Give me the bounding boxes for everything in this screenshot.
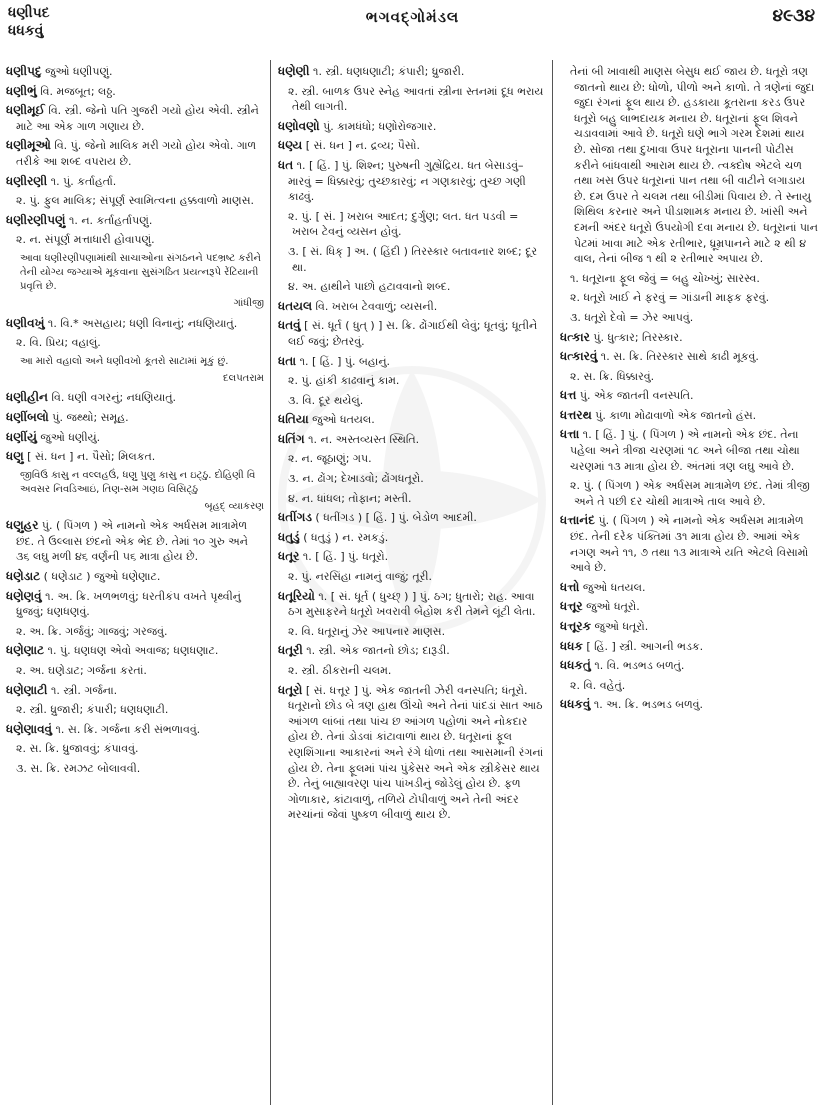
- definition-text: ૨. ધતૂરો ખાઈ ને ફરવું = ગાંડાની માફક ફરવું.: [570, 291, 770, 305]
- guide-word-first: ધણીપદ: [8, 5, 50, 21]
- headword: ધધકવું: [560, 697, 591, 712]
- dictionary-entry: [560, 427, 818, 474]
- definition-text: ૩. સ. ક્રિ. રમઝટ બોલાવવી.: [16, 762, 141, 775]
- definition-text: ૧. [ હિં. ] પું. ધતૂરો.: [299, 550, 389, 564]
- headword: ધતુડું: [278, 529, 300, 544]
- dictionary-entry: [6, 518, 264, 565]
- definition-text: પું. એક જાતની વનસ્પતિ.: [576, 389, 694, 403]
- definition-text: ૩. [ સં. ધિક્ ] અ. ( હિંદી ) તિરસ્કાર બતાવનાર શબ્દ; દૂર થા.: [288, 244, 538, 274]
- definition-text: જુઓ ધતૂરો.: [591, 620, 649, 633]
- definition-text: [ સં. ધૂર્ત ( ધુત્ ) ] સ. ક્રિ. ઢોંગાઈથી લેવું; ધૂતવું; ધૂતીને લઈ જવું; છેતરવું.: [288, 319, 538, 348]
- dictionary-entry: [6, 103, 264, 134]
- definition-text: જુઓ ધણીયું.: [36, 430, 101, 444]
- definition-text: ૧. સ. ક્રિ. ગર્જના કરી સંભળાવવું.: [52, 722, 201, 736]
- definition-text: પું. કામધંધો; ધણોરોજગાર.: [319, 119, 437, 133]
- dictionary-entry: [6, 569, 264, 585]
- definition-text: ૧. અ. ક્રિ. ખળભળવું; ધરતીકંપ વખતે પૃથ્વીનું ધ્રુજવું; ધણધણવું.: [16, 589, 241, 619]
- dictionary-entry: [560, 388, 818, 404]
- definition-text: ૨. અ. ઘણેડાટ; ગર્જના કરતાં.: [16, 664, 147, 678]
- definition-text: ૨. સ્ત્રી. બાળક ઉપર સ્નેહ આવતાં સ્ત્રીના સ્તનમાં દૂધ ભરાય તેથી લાગતી.: [288, 84, 544, 114]
- headword: ધણુ: [6, 449, 24, 464]
- dictionary-entry: [278, 119, 546, 135]
- dictionary-entry: [278, 318, 546, 349]
- entry-sense: [560, 369, 818, 385]
- headword: ધતયલ: [278, 298, 313, 313]
- definition-text: ૩. વિ. દૂર થયેલું.: [288, 393, 364, 407]
- headword: ધણેણાટી: [6, 682, 48, 697]
- dictionary-entry: [6, 84, 264, 100]
- dictionary-entry: [6, 138, 264, 169]
- dictionary-entry: [278, 510, 546, 526]
- example-source: ગાંધીજી: [233, 297, 264, 309]
- definition-text: ૧. અ. ક્રિ. ભડભડ બળવું.: [590, 698, 704, 712]
- definition-text: ૧. [ હિં. ] પું. ( પિંગળ ) એ નામનો એક છંદ. તેના પહેલા અને ત્રીજા ચરણમાં ૧૮ અને બીજા તથા ચોથા ચરણમાં ૧૩ માત્રા હોય છે. અંતમાં ત્રણ લઘુ આવે છે.: [570, 428, 800, 473]
- page-number: ૪૯૩૪: [772, 6, 815, 26]
- definition-text: ૧. પું. ધણધણ એવો અવાજ; ધણધણાટ.: [44, 644, 219, 658]
- headword: ધણેણવું: [6, 588, 42, 603]
- headword: ધણીમૂઈ: [6, 103, 45, 118]
- headword: ધતિંગ: [278, 431, 305, 446]
- usage-example: આવા ધણીરણીપણામાંથી સાચાઓના સંગઠનને પદભ્રષ્ટ કરીને તેની યોગ્ય જગ્યાએ મૂકવાના સુસંગઠિત પ્રયત્નરૂપે રેંટિયાની પ્રવૃત્તિ છે.: [20, 252, 261, 292]
- definition-text: પું. ( પિંગળ ) એ નામનો એક અર્ધસમ માત્રામેળ છંદ. તે ઉલ્લાસ છંદનો એક ભેદ છે. તેમાં ૧૦ ગુરુ અને ૩૬ લઘુ મળી ૪૬ વર્ણની ૫૬ માત્રા હોય છે.: [16, 519, 248, 564]
- entry-sense: [560, 271, 818, 287]
- dictionary-entry: [560, 619, 818, 635]
- headword: ધણોવણો: [278, 118, 320, 133]
- definition-text: ૨. ન. જૂઠાણું; ગપ.: [288, 452, 372, 466]
- headword: ધણ્ય: [278, 138, 303, 153]
- entry-sense: [560, 310, 818, 326]
- entry-sense: [560, 290, 818, 306]
- headword: ધત્તો: [560, 579, 580, 594]
- headword: ધતીંગડ: [278, 510, 312, 525]
- headword: ધતૂર: [278, 549, 300, 564]
- definition-text: વિ. પું. જેનો માલિક મરી ગયો હોય એવો. ગાળ તરીકે આ શબ્દ વપરાય છે.: [16, 139, 257, 168]
- example-source: બૃહદ્ વ્યાકરણ: [204, 500, 264, 512]
- definition-text: વિ. સ્ત્રી. જેનો પતિ ગુજરી ગયો હોય એવી. સ્ત્રીને માટે આ એક ગાળ ગણાય છે.: [16, 104, 259, 133]
- column-2: [278, 64, 546, 1104]
- dictionary-entry: [6, 722, 264, 738]
- headword: ધત્તરથ: [560, 407, 592, 422]
- definition-text: [ સં. ધન ] ન. પૈસો; મિલકત.: [23, 450, 156, 464]
- definition-text: ૨. ન. સંપૂર્ણ મત્તાધારી હોવાપણું.: [16, 233, 155, 247]
- definition-text: [ હિં. ] સ્ત્રી. આગની ભડક.: [582, 639, 704, 653]
- entry-sense: [6, 193, 264, 209]
- headword: ધધક: [560, 638, 583, 653]
- column-3: [560, 64, 818, 1104]
- headword: ધત: [278, 157, 294, 172]
- headword: ધત્તાનંદ: [560, 513, 595, 528]
- headword: ધત્તા: [560, 427, 580, 442]
- definition-text: ૨. પું. ફુલ માલિક; સંપૂર્ણ સ્વામિત્વના હક્કવાળો માણસ.: [16, 194, 255, 208]
- headword: ધણીંબલો: [6, 409, 49, 424]
- dictionary-entry: [278, 138, 546, 154]
- dictionary-entry: [560, 408, 818, 424]
- definition-text: ૧. સ. ક્રિ. તિરસ્કાર સાથે કાઢી મૂકવું.: [597, 350, 759, 364]
- definition-text: તેનાં બી ખાવાથી માણસ બેસુધ થઈ જાય છે. ધતૂરો ત્રણ જાતનો થાય છે: ધોળો, પીળો અને કાળો. તે ત્રણેનાં જુદા જુદા રંગનાં ફૂલ થાય છે. હડકાયા કૂતરાના કરડ ઉપર ધતૂરો બહુ લાભદાયક મનાય છે. ધતૂરાનાં ફૂલ શિવને ચડાવવામાં આવે છે. ધતૂરો ઘણે ભાગે ગરમ દેશમાં થાય છે. સોજા તથા દુખાવા ઉપર ધતૂરાના પાનની પોટીસ કરીને બાંધવાથી આરામ થાય છે. ત્વક્દોષ એટલે ચળ તથા ખસ ઉપર ધતૂરાનાં પાન તથા બી વાટીને લગાડાય છે. દમ ઉપર તે ચલમ તથા બીડીમાં પિવાય છે. તે સ્નાયુ શિથિલ કરનાર અને પીડાશામક મનાય છે. ખાંસી અને દમની અંદર ધતૂરો ઉપયોગી દવા મનાય છે. ધતૂરાનાં પાન પેટમાં ખાવા માટે એક રતીભાર, ધ્રૂમ્રપાનને માટે ૨ થી ૪ વાલ, તેનાં બીજ ૧ થી ૨ રતીભાર અપાય છે.: [570, 65, 818, 266]
- definition-text: પું. ( પિંગળ ) એ નામનો એક અર્ધસમ માત્રામેળ છંદ. તેની દરેક પંક્તિમાં ૩૧ માત્રા હોય છે. આમાં એક નગણ અને ૧૧, ૭ તથા ૧૩ માત્રાએ યતિ એટલે વિસામો આવે છે.: [570, 514, 809, 575]
- definition-text: ૨. સ્ત્રી. ઠીકરાની ચલમ.: [288, 664, 392, 677]
- headword: ધતા: [278, 353, 297, 368]
- definition-text: વિ. મજબૂત; લઠ્ઠ.: [36, 84, 116, 98]
- dictionary-entry: [278, 299, 546, 315]
- headword: ધણુહર: [6, 518, 39, 533]
- headword: ધણેડાટ: [6, 569, 41, 584]
- entry-sense: [278, 373, 546, 389]
- entry-sense: [278, 491, 546, 507]
- dictionary-entry: [560, 639, 818, 655]
- headword: ધણેણાટ: [6, 643, 45, 658]
- entry-sense: [6, 702, 264, 718]
- headword: ધત્ત: [560, 388, 577, 403]
- entry-sense: [560, 678, 818, 694]
- dictionary-entry: [6, 589, 264, 620]
- entry-sense: [278, 451, 546, 467]
- entry-sense: [278, 471, 546, 487]
- headword: ધતૂરી: [278, 643, 303, 658]
- headword: ધણીવખું: [6, 315, 45, 330]
- dictionary-entry: [560, 330, 818, 346]
- definition-text: ૧. [ સં. ધૂર્ત ( ધુચ્છ્ ) ] પું. ઠગ; ધુતારો; રાહ. આવા ઠગ મુસાફરને ધતૂરો ખવરાવી બેહોશ કરી તેમને લૂંટી લેતા.: [288, 589, 536, 619]
- dictionary-entry: [278, 530, 546, 546]
- dictionary-entry: [6, 174, 264, 190]
- dictionary-entry: [560, 599, 818, 615]
- entry-sense: [6, 761, 264, 777]
- definition-text: જુઓ ધતૂરો.: [582, 600, 640, 614]
- headword: ધણીહીન: [6, 390, 49, 405]
- dictionary-entry: [6, 683, 264, 699]
- entry-sense: [560, 64, 818, 267]
- book-title: ભગવદ્ગોમંડલ: [365, 8, 460, 26]
- definition-text: ( ધતુડું ) ન. રમકડું.: [299, 530, 389, 544]
- dictionary-entry: [560, 513, 818, 575]
- definition-text: ૧. ન. અસ્તવ્યસ્ત સ્થિતિ.: [304, 432, 420, 446]
- definition-text: [ સં. ધન ] ન. દ્રવ્ય; પૈસો.: [302, 139, 420, 153]
- dictionary-entry: [6, 64, 264, 80]
- definition-text: ૨. વિ. પ્રિય; વહાલું.: [16, 336, 101, 350]
- entry-sense: [278, 209, 546, 240]
- dictionary-entry: [278, 549, 546, 565]
- definition-text: જુઓ ધતયલ.: [579, 580, 646, 594]
- definition-text: [ સં. ધત્તૂર ] પું. એક જાતની ઝેરી વનસ્પતિ; ધંતૂરો. ધતૂરાનો છોડ બે ત્રણ હાથ ઊંચો અને તેનાં પાંદડાં સાત આઠ આંગળ લાંબાં તથા પાંચ છ આંગળ પહોળાં અને નોકદાર હોય છે. તેનાં ડોડવાં કાંટાવાળાં થાય છે. ધતૂરાનાં ફૂલ રણશિંગાના આકારનાં અને રંગે ધોળાં તથા આસમાની રંગનાં હોય છે. તેના ફૂલમાં પાંચ પુંકેસર અને એક સ્ત્રીકેસર થાય છે. તેનું બાહ્યાવરણ પાંચ પાંખડીનું જોડેલું હોય છે. ફળ ગોળાકાર, કાંટાવાળું, તળિયે ટોપીવાળું અને તેની અંદર મરચાંનાં જેવાં પુષ્કળ બીવાળું થાય છે.: [288, 683, 544, 822]
- definition-text: ૨. સ્ત્રી. ધ્રુજારી; કંપારી; ધણધણાટી.: [16, 703, 169, 717]
- definition-text: ૩. ધતૂરો દેવો = ઝેર આપવું.: [570, 310, 694, 324]
- dictionary-entry: [278, 643, 546, 659]
- dictionary-entry: [278, 683, 546, 823]
- headword: ધત્તૂર: [560, 599, 583, 614]
- definition-text: ૨. પું. [ સં. ] ખરાબ આદત; દુર્ગુણ; લત. ધત પડવી = ખરાબ ટેવનું વ્યસન હોવું.: [288, 209, 519, 239]
- definition-text: ૧. [ હિં. ] પું. બહાનું.: [296, 354, 391, 368]
- entry-sense: [278, 569, 546, 585]
- definition-text: ૧. સ્ત્રી. ગર્જના.: [47, 683, 118, 697]
- definition-text: જુઓ ધતયલ.: [308, 413, 375, 427]
- headword: ધત્કારવું: [560, 349, 598, 364]
- dictionary-entry: [6, 410, 264, 426]
- usage-example: જીવિઉ કાસુ ન વલ્લહઉં, ધણુ પુણુ કાસુ ન ઇટ્ઠુ. દોહિણી વિ અવસર નિવડિઆઇં, તિણ-સમ ગણઇ વિસિટ્ઠુ: [20, 469, 256, 495]
- entry-sense: [278, 624, 546, 640]
- definition-text: ૨. પું. નરસિંહા નામનું વાજું; તૂરી.: [288, 570, 432, 584]
- entry-sense: [278, 244, 546, 275]
- definition-text: ૪. ન. ધાંધલ; તોફાન; મસ્તી.: [288, 491, 412, 505]
- entry-sense: [278, 279, 546, 295]
- dictionary-entry: [278, 64, 546, 80]
- definition-text: જુઓ ધણીપણું.: [41, 65, 113, 78]
- guide-word-last: ધધકવું: [8, 23, 44, 39]
- dictionary-entry: [560, 697, 818, 713]
- dictionary-entry: [278, 412, 546, 428]
- dictionary-entry: [6, 213, 264, 229]
- definition-text: ૩. ન. ઢોંગ; દેખાડવો; ઢોંગધતૂરો.: [288, 472, 424, 486]
- definition-text: પું. જથ્થો; સમૂહ.: [48, 410, 129, 424]
- definition-text: વિ. ધણી વગરનું; નધણિયાતું.: [48, 391, 177, 405]
- definition-text: ૪. અ. હાથીને પાછો હટાવવાનો શબ્દ.: [288, 280, 451, 294]
- definition-text: પું. કાળા મોઢાવાળો એક જાતનો હંસ.: [591, 408, 757, 422]
- entry-sense: [278, 393, 546, 409]
- dictionary-entry: [560, 349, 818, 365]
- headword: ધતૂરિયો: [278, 588, 315, 603]
- headword: ધણીરણી: [6, 173, 48, 188]
- definition-text: ૨. પું. ( પિંગળ ) એક અર્ધસમ માત્રામેળ છંદ. તેમાં ત્રીજી અને તે પછી દર ચોથી માત્રાએ તાલ આવે છે.: [570, 479, 810, 508]
- headword: ધણેણી: [278, 64, 310, 78]
- entry-sense: [6, 663, 264, 679]
- entry-sense: [6, 335, 264, 351]
- definition-text: ૨. સ. ક્રિ. ધ્રુજાવવું; કંપાવવું.: [16, 742, 139, 756]
- entry-sense: [6, 741, 264, 757]
- definition-text: ૧. [ હિં. ] પું. શિશ્ન; પુરુષની ગુહ્યેંદ્રિય. ધત બેસાડવું–મારવું = ધિક્કારવું; તુચ્છકારવું; ન ગણકારવું; તુચ્છ ગણી કાઢવું.: [288, 158, 526, 204]
- dictionary-entry: [278, 158, 546, 205]
- dictionary-entry: [278, 432, 546, 448]
- definition-text: ( ધતીંગડ ) [ હિં. ] પું. બેડોળ આદમી.: [311, 511, 477, 525]
- headword: ધત્તૂરક: [560, 619, 592, 633]
- dictionary-entry: [278, 589, 546, 620]
- entry-sense: [6, 232, 264, 248]
- dictionary-entry: [6, 430, 264, 446]
- dictionary-entry: [6, 643, 264, 659]
- dictionary-entry: [278, 354, 546, 370]
- definition-text: ૧. વિ.* અસહાય; ધણી વિનાનું; નધણિયાતું.: [44, 316, 238, 330]
- headword: ધણીમૂઓ: [6, 138, 51, 153]
- usage-example: આ મારો વહાલો અને ધણીવખો કૂતરો સાટામાં મૂકું છું.: [20, 355, 229, 367]
- definition-text: ૨. અ. ક્રિ. ગર્જવું; ગાજવું; ગરજવું.: [16, 624, 168, 638]
- definition-text: ૧. ધતૂરાના ફૂલ જેવું = બહુ ચોખ્ખું; સારસ્વ.: [570, 271, 760, 285]
- entry-sense: [278, 663, 546, 679]
- headword: ધણીભું: [6, 83, 37, 98]
- definition-text: ૨. વિ. વહેતું.: [570, 678, 626, 692]
- definition-text: ૧. સ્ત્રી. ધણધણાટી; કંપારી; ધ્રુજારી.: [309, 65, 465, 78]
- definition-text: વિ. ખરાબ ટેવવાળું; વ્યસની.: [312, 299, 438, 313]
- headword: ધતિયા: [278, 412, 309, 427]
- dictionary-entry: [560, 580, 818, 596]
- definition-text: પું. ધુત્કાર; તિરસ્કાર.: [589, 330, 683, 344]
- column-divider-2: [552, 60, 553, 1105]
- entry-sense: [278, 84, 546, 115]
- dictionary-entry: [560, 658, 818, 674]
- dictionary-entry: [6, 316, 264, 332]
- example-source: દલપતરામ: [223, 372, 264, 384]
- headword: ધતવું: [278, 318, 301, 333]
- column-divider-1: [270, 60, 271, 1105]
- definition-text: ૧. ન. કર્તાહર્તાપણું.: [65, 213, 153, 227]
- entry-sense: [560, 478, 818, 509]
- headword: ધણીરણીપણું: [6, 212, 66, 227]
- definition-text: ૨. પું. હાંકી કાઢવાનું કામ.: [288, 374, 400, 388]
- entry-sense: [6, 624, 264, 640]
- headword: ધણેણાવવું: [6, 721, 53, 736]
- column-1: [6, 64, 264, 1104]
- headword: ધધકતું: [560, 658, 591, 673]
- definition-text: ૧. સ્ત્રી. એક જાતનો છોડ; દારૂડી.: [302, 644, 450, 658]
- dictionary-entry: [6, 449, 264, 465]
- definition-text: ૨. સ. ક્રિ. ધિક્કારવું.: [570, 369, 655, 383]
- dictionary-entry: [6, 390, 264, 406]
- headword: ધતૂરો: [278, 682, 303, 697]
- definition-text: ૧. વિ. ભડભડ બળતું.: [590, 659, 685, 673]
- definition-text: ૧. પું. કર્તાહર્તા.: [47, 174, 117, 188]
- headword: ધણીપદુ: [6, 64, 42, 78]
- headword: ધત્કાર: [560, 329, 590, 344]
- definition-text: ૨. વિ. ધતૂરાનું ઝેર આપનાર માણસ.: [288, 624, 446, 638]
- page-header: [0, 0, 825, 60]
- headword: ધણીંયું: [6, 429, 37, 444]
- definition-text: ( ધણેડાટ ) જુઓ ધણેણાટ.: [40, 570, 161, 584]
